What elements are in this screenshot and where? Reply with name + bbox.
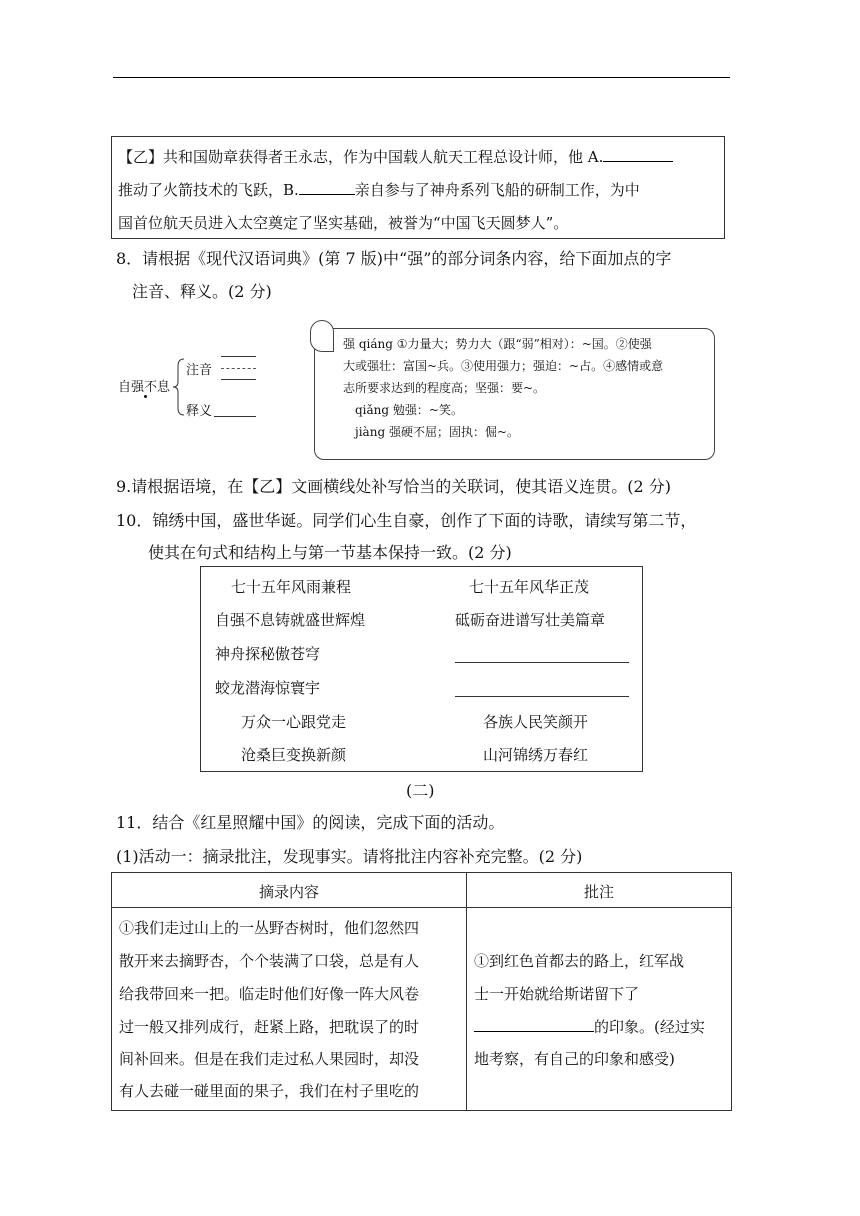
question-11: 11．结合《红星照耀中国》的阅读，完成下面的活动。 — [116, 813, 505, 832]
table-header-annotation: 批注 — [583, 883, 614, 901]
question-8-line-1: 8．请根据《现代汉语词典》(第 7 版)中“强”的部分词条内容，给下面加点的字 — [116, 249, 672, 268]
question-8-line-2: 注音、释义。(2 分) — [132, 282, 272, 301]
scroll-curl-icon — [310, 320, 334, 352]
pinyin-label: 注音 — [186, 363, 213, 378]
excerpt-line-3: 给我带回来一把。临走时他们好像一阵大风卷 — [119, 985, 420, 1003]
passage-yi-line-2: 推动了火箭技术的飞跃，B. 亲自参与了神舟系列飞船的研制工作，为中 — [118, 174, 718, 207]
poem-left-4: 蛟龙潜海惊寰宇 — [215, 679, 321, 697]
dictionary-line-2: 大或强壮：富国~兵。③使用强力；强迫：~占。④感情或意 — [343, 359, 664, 373]
annotation-blank[interactable] — [474, 1015, 594, 1032]
excerpt-line-1: ①我们走过山上的一丛野杏树时，他们忽然四 — [119, 919, 420, 937]
dictionary-line-4: qiǎng 勉强：~笑。 — [355, 403, 463, 417]
poem-row — [201, 643, 642, 663]
table-header-row — [112, 873, 731, 908]
table-column-divider — [466, 873, 467, 1110]
dictionary-line-1: 强 qiáng ①力量大；势力大（跟“弱”相对）：~国。②使强 — [343, 337, 652, 351]
passage-yi-box — [111, 136, 725, 239]
meaning-blank[interactable] — [214, 416, 256, 417]
poem-right-1: 七十五年风华正茂 — [469, 578, 590, 596]
blank-a[interactable] — [603, 145, 673, 162]
poem-right-4-blank[interactable] — [455, 677, 629, 697]
annotation-line-3: 的印象。(经过实 — [474, 1014, 729, 1040]
target-word: 自强不息 — [118, 380, 171, 395]
activity-1: (1)活动一：摘录批注，发现事实。请将批注内容补充完整。(2 分) — [116, 847, 583, 866]
poem-right-2: 砥砺奋进谱写壮美篇章 — [455, 611, 606, 629]
annotation-line-2: 士一开始就给斯诺留下了 — [474, 985, 640, 1003]
question-10-line-2: 使其在句式和结构上与第一节基本保持一致。(2 分) — [148, 543, 512, 562]
question-9: 9.请根据语境，在【乙】文画横线处补写恰当的关联词，使其语义连贯。(2 分) — [116, 477, 672, 496]
excerpt-line-6: 有人去碰一碰里面的果子，我们在村子里吃的 — [119, 1082, 420, 1100]
poem-left-3: 神舟探秘傲苍穹 — [215, 645, 321, 663]
meaning-label: 释义 — [186, 404, 213, 419]
dictionary-line-3: 志所要求达到的程度高；坚强：要~。 — [343, 381, 546, 395]
poem-row — [201, 711, 642, 731]
poem-row — [201, 609, 642, 629]
section-label: (二) — [406, 781, 435, 800]
poem-right-6: 山河锦绣万春红 — [483, 746, 589, 764]
pinyin-blank-mid — [221, 368, 256, 369]
excerpt-annotation-table — [111, 872, 732, 1111]
passage-yi-line-3: 国首位航天员进入太空奠定了坚实基础，被誉为“中国飞天圆梦人”。 — [118, 214, 569, 232]
blank-b[interactable] — [299, 178, 355, 195]
dictionary-line-5: jiàng 强硬不屈；固执：倔~。 — [355, 425, 519, 439]
poem-left-1: 七十五年风雨兼程 — [231, 578, 352, 596]
excerpt-line-2: 散开来去摘野杏，个个装满了口袋，总是有人 — [119, 952, 420, 970]
poem-right-5: 各族人民笑颜开 — [483, 713, 589, 731]
pinyin-blank-top[interactable] — [221, 356, 256, 357]
table-header-excerpt: 摘录内容 — [258, 883, 319, 901]
poem-row — [201, 677, 642, 697]
brace-icon — [172, 358, 186, 416]
passage-yi-line-1: 【乙】共和国勋章获得者王永志，作为中国载人航天工程总设计师，他 A. — [118, 141, 718, 174]
poem-row — [201, 744, 642, 764]
excerpt-line-5: 间补回来。但是在我们走过私人果园时，却没 — [119, 1050, 420, 1068]
pinyin-blank-bottom[interactable] — [221, 379, 256, 380]
poem-box — [200, 566, 643, 772]
dictionary-entry-box — [314, 328, 715, 460]
emphasis-dot — [144, 395, 147, 398]
excerpt-line-4: 过一般又排列成行，赶紧上路，把耽误了的时 — [119, 1018, 420, 1036]
annotation-line-1: ①到红色首都去的路上，红军战 — [474, 952, 685, 970]
poem-row — [201, 576, 642, 596]
poem-left-5: 万众一心跟党走 — [241, 713, 347, 731]
question-10-line-1: 10．锦绣中国，盛世华诞。同学们心生自豪，创作了下面的诗歌，请续写第二节， — [116, 511, 697, 530]
annotation-line-4: 地考察，有自己的印象和感受) — [474, 1050, 675, 1068]
poem-right-3-blank[interactable] — [455, 643, 629, 663]
poem-left-2: 自强不息铸就盛世辉煌 — [215, 611, 366, 629]
poem-left-6: 沧桑巨变换新颜 — [241, 746, 347, 764]
header-rule — [113, 77, 730, 78]
